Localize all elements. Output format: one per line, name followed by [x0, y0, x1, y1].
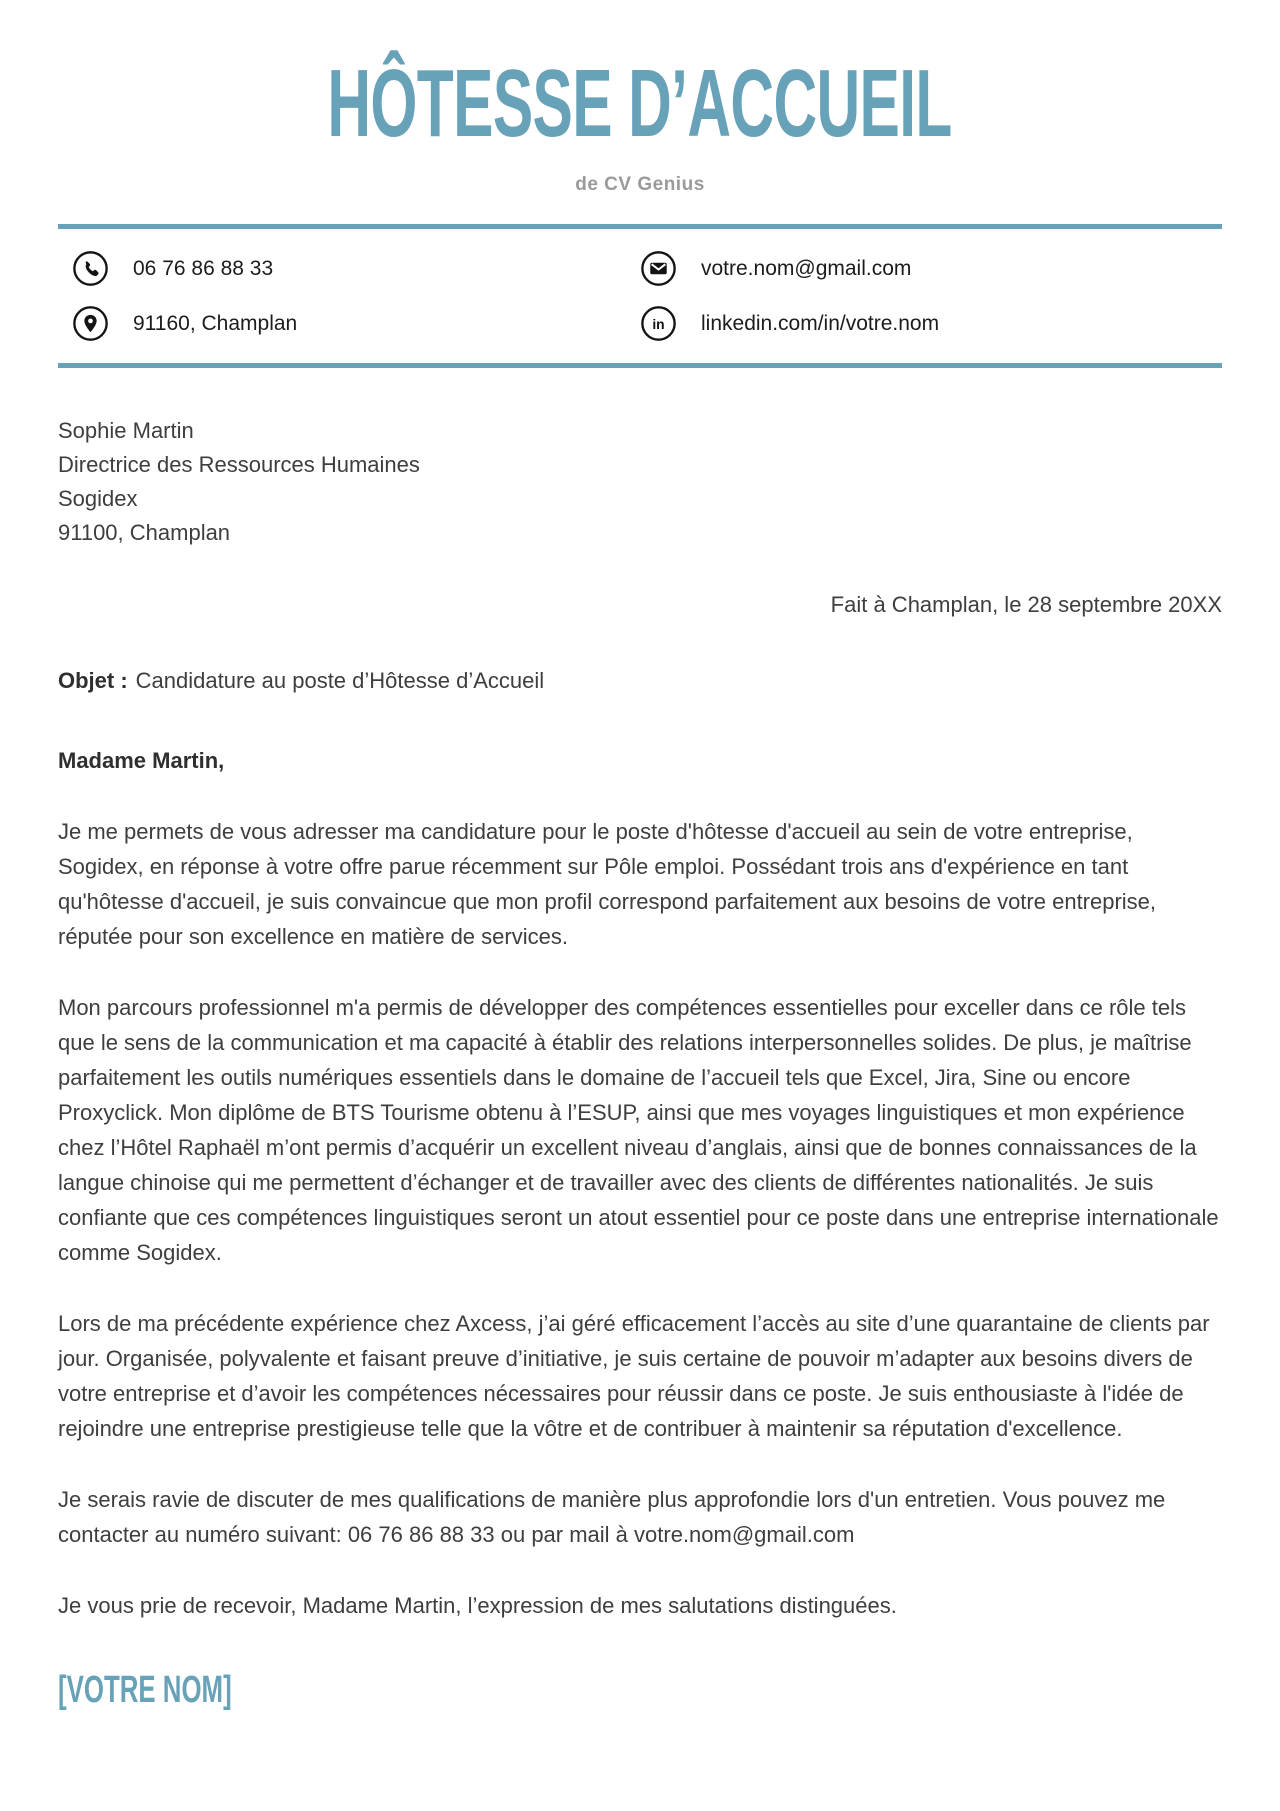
body-paragraph-2: Mon parcours professionnel m'a permis de développer des compétences essentielles pour exceller dans ce rôle tels que le sens de la communication et ma capacité à établir des relations interpersonnelles solides. De plus, je maîtrise parfaitement les outils numériques essentiels dans le domaine de l’accueil tels que Excel, Jira, Sine ou encore Proxyclick. Mon diplôme de BTS Tourisme obtenu à l’ESUP, ainsi que mes voyages linguistiques et mon expérience chez l’Hôtel Raphaël m’ont permis d’acquérir un excellent niveau d’anglais, ainsi que de bonnes connaissances de la langue chinoise qui me permettent d’échanger et de travailler avec des clients de différentes nationalités. Je suis confiante que ces compétences linguistiques seront un atout essentiel pour ce poste dans une entreprise internationale comme Sogidex.	[58, 995, 1219, 1265]
page-title: HÔTESSE D’ACCUEIL	[327, 50, 953, 157]
body-paragraph-1: Je me permets de vous adresser ma candidature pour le poste d'hôtesse d'accueil au sein de votre entreprise, Sogidex, en réponse à votre offre parue récemment sur Pôle emploi. Possédant trois ans d'expérience en tant qu'hôtesse d'accueil, je suis convaincue que mon profil correspond parfaitement aux besoins de votre entreprise, réputée pour son excellence en matière de services.	[58, 819, 1157, 949]
contact-address-label: 91160, Champlan	[133, 311, 298, 335]
contact-email-label: votre.nom@gmail.com	[701, 256, 912, 280]
closing-line: Je vous prie de recevoir, Madame Martin, l’expression de mes salutations distinguées.	[58, 1593, 897, 1618]
contact-phone-label: 06 76 86 88 33	[133, 256, 274, 280]
phone-icon	[72, 250, 109, 287]
contact-linkedin	[640, 298, 1208, 349]
contact-linkedin-label: linkedin.com/in/votre.nom	[701, 311, 940, 335]
subject-text: Candidature au poste d’Hôtesse d’Accueil	[135, 668, 545, 693]
subject-line	[58, 664, 1222, 698]
svg-text:in: in	[652, 315, 665, 332]
contact-email	[640, 243, 1208, 294]
linkedin-icon	[640, 305, 677, 342]
body-paragraph-3: Lors de ma précédente expérience chez Axcess, j’ai géré efficacement l’accès au site d’une quarantaine de clients par jour. Organisée, polyvalente et faisant preuve d’initiative, je suis certaine de pouvoir m’adapter aux besoins divers de votre entreprise et d’avoir les compétences nécessaires pour réussir dans ce poste. Je suis enthousiaste à l'idée de rejoindre une entreprise prestigieuse telle que la vôtre et de contribuer à maintenir sa réputation d'excellence.	[58, 1311, 1210, 1441]
recipient-title: Directrice des Ressources Humaines	[58, 452, 420, 477]
contact-address	[72, 298, 640, 349]
contact-phone	[72, 243, 640, 294]
letter-header	[58, 50, 1222, 196]
page-subtitle: de CV Genius	[575, 174, 705, 195]
recipient-name: Sophie Martin	[58, 418, 194, 443]
email-icon	[640, 250, 677, 287]
divider-bottom	[58, 363, 1222, 368]
subject-label: Objet :	[58, 668, 128, 693]
recipient-block	[58, 414, 1222, 550]
recipient-city: 91100, Champlan	[58, 520, 231, 545]
salutation: Madame Martin,	[58, 748, 225, 773]
page-title-wrap	[58, 50, 1222, 157]
location-pin-icon	[72, 305, 109, 342]
signature-block	[58, 1671, 1222, 1709]
signature-name: [VOTRE NOM]	[58, 1669, 232, 1711]
date-line: Fait à Champlan, le 28 septembre 20XX	[830, 592, 1222, 617]
body-paragraph-4: Je serais ravie de discuter de mes qualifications de manière plus approfondie lors d'un entretien. Vous pouvez me contacter au numéro suivant: 06 76 86 88 33 ou par mail à votre.nom@gmail.com	[58, 1487, 1166, 1547]
letter-body	[58, 414, 1222, 1709]
recipient-company: Sogidex	[58, 486, 138, 511]
contact-section	[58, 229, 1222, 359]
